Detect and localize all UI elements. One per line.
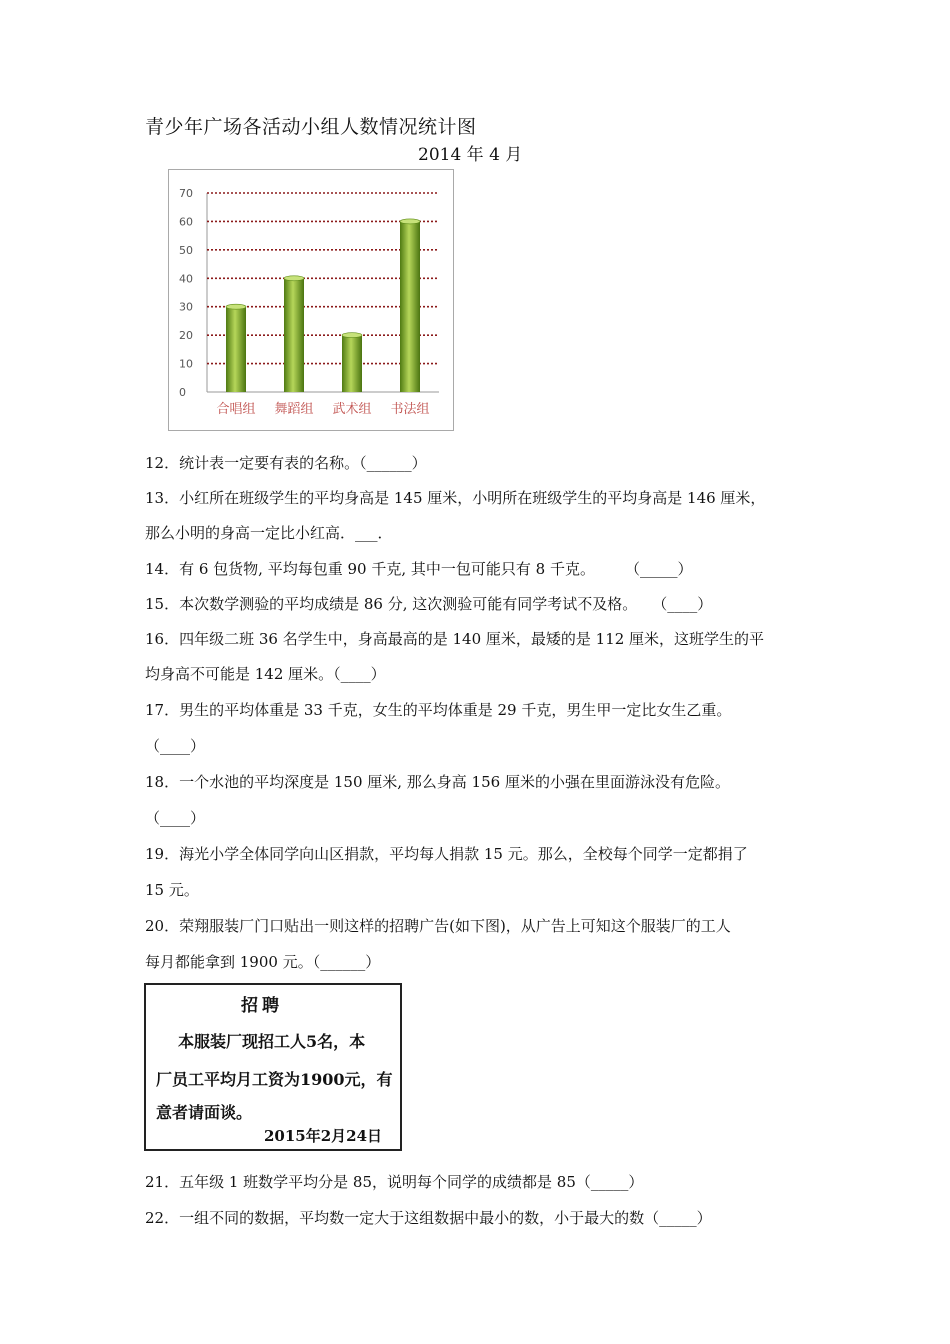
question-20-line2: 每月都能拿到 1900 元。（______）	[145, 953, 381, 971]
bar-top-书法组	[400, 219, 420, 224]
bar-chart-svg	[169, 170, 455, 432]
y-tick-label: 40	[179, 272, 193, 286]
question-19-line1: 19．海光小学全体同学向山区捐款，平均每人捐款 15 元。那么，全校每个同学一定都捐了	[145, 845, 748, 863]
bar-舞蹈组	[284, 278, 304, 392]
question-18-line2: （____）	[145, 809, 206, 827]
x-tick-label: 舞蹈组	[274, 402, 314, 417]
y-tick-label: 70	[179, 187, 193, 200]
ad-title: 招聘	[241, 996, 283, 1016]
recruitment-ad	[144, 983, 402, 1151]
question-15: 15．本次数学测验的平均成绩是 86 分, 这次测验可能有同学考试不及格。 （____）	[145, 595, 713, 613]
question-16-line2: 均身高不可能是 142 厘米。（____）	[145, 665, 386, 683]
question-22: 22．一组不同的数据，平均数一定大于这组数据中最小的数，小于最大的数（_____）	[145, 1209, 712, 1227]
bar-top-舞蹈组	[284, 276, 304, 281]
bar-书法组	[400, 221, 420, 392]
y-tick-label: 20	[179, 329, 193, 343]
y-tick-label: 0	[179, 386, 186, 399]
x-tick-label: 武术组	[332, 402, 372, 417]
bar-chart	[168, 169, 454, 431]
question-13-line1: 13．小红所在班级学生的平均身高是 145 厘米，小明所在班级学生的平均身高是 146 厘米，	[145, 489, 766, 507]
x-tick-label: 合唱组	[216, 402, 256, 417]
bar-top-武术组	[342, 333, 362, 338]
ad-line-2: 厂员工平均月工资为1900元，有	[156, 1070, 393, 1089]
bar-top-合唱组	[226, 304, 246, 309]
y-tick-label: 30	[179, 300, 193, 314]
question-16-line1: 16．四年级二班 36 名学生中，身高最高的是 140 厘米，最矮的是 112 厘米，这班学生的平	[145, 630, 765, 648]
question-13-line2: 那么小明的身高一定比小红高．___．	[145, 524, 393, 542]
x-tick-label: 书法组	[390, 402, 430, 417]
question-17-line1: 17．男生的平均体重是 33 千克，女生的平均体重是 29 千克，男生甲一定比女生乙重。	[145, 701, 732, 719]
chart-title: 青少年广场各活动小组人数情况统计图	[145, 116, 477, 138]
question-19-line2: 15 元。	[145, 881, 199, 899]
ad-line-1: 本服装厂现招工人5名，本	[178, 1032, 366, 1051]
question-12: 12．统计表一定要有表的名称。（______）	[145, 454, 427, 472]
ad-date: 2015年2月24日	[264, 1127, 383, 1145]
question-20-line1: 20．荣翔服装厂门口贴出一则这样的招聘广告(如下图)，从广告上可知这个服装厂的工人	[145, 917, 731, 935]
y-tick-label: 50	[179, 243, 193, 257]
chart-date: 2014 年 4 月	[418, 145, 523, 165]
bar-武术组	[342, 335, 362, 392]
question-21: 21．五年级 1 班数学平均分是 85，说明每个同学的成绩都是 85（_____）	[145, 1173, 644, 1191]
bar-合唱组	[226, 307, 246, 392]
ad-line-3: 意者请面谈。	[156, 1103, 253, 1122]
y-tick-label: 10	[179, 357, 193, 371]
question-17-line2: （____）	[145, 737, 206, 755]
question-18-line1: 18．一个水池的平均深度是 150 厘米, 那么身高 156 厘米的小强在里面游泳没有危险。	[145, 773, 730, 791]
question-14: 14．有 6 包货物, 平均每包重 90 千克, 其中一包可能只有 8 千克。 （_____）	[145, 560, 693, 578]
y-tick-label: 60	[179, 215, 193, 229]
